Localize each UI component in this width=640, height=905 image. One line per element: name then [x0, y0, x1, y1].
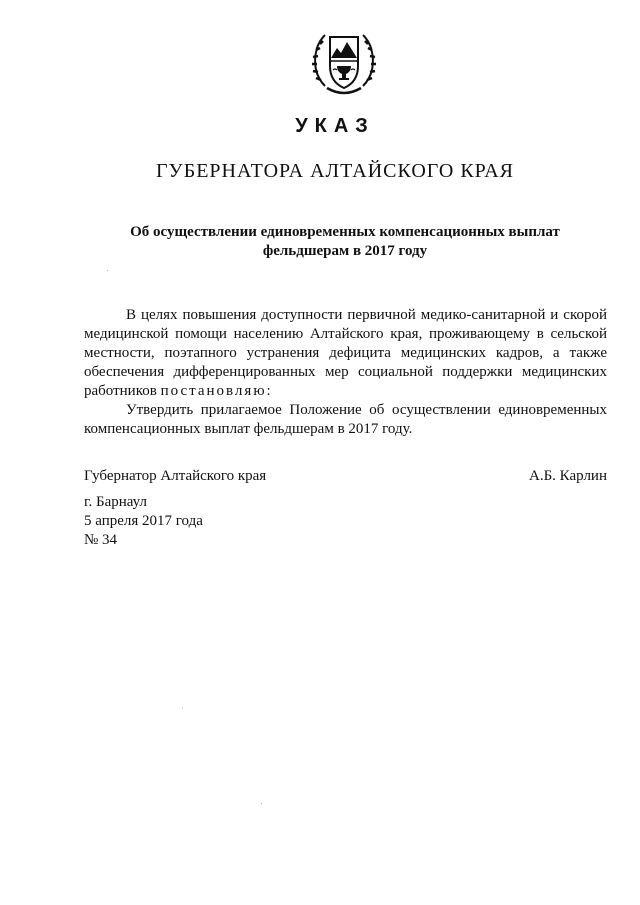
scan-speck	[107, 270, 108, 271]
signature-block	[84, 467, 607, 486]
issuer-title: ГУБЕРНАТОРА АЛТАЙСКОГО КРАЯ	[155, 160, 514, 182]
decree-subject	[90, 223, 600, 261]
body-paragraph-1	[84, 306, 607, 401]
body-paragraph-1-lead: В целях повышения доступности первичной медико-санитарной и скорой медицинской помощи населению Алтайского края, проживающему в сельской местности, поэтапного устранения дефицита медицинских кадров, а также обеспечения дифференцированных мер социальной поддержки медицинских работников	[84, 307, 607, 399]
city: г. Барнаул	[84, 494, 147, 510]
scan-speck	[261, 803, 262, 804]
body-paragraph-2: Утвердить прилагаемое Положение об осуществлении единовременных компенсационных выплат фельдшерам в 2017 году.	[84, 402, 607, 437]
scan-speck	[182, 707, 183, 708]
subject-line-1: Об осуществлении единовременных компенсационных выплат	[130, 224, 560, 240]
place-date-number	[84, 493, 203, 550]
decree-number: № 34	[84, 532, 118, 548]
signatory-position: Губернатор Алтайского края	[84, 468, 267, 484]
decree-body	[84, 306, 607, 439]
altai-krai-coat-of-arms-icon	[311, 28, 377, 98]
signatory-name: А.Б. Карлин	[528, 468, 607, 484]
decree-date: 5 апреля 2017 года	[84, 513, 203, 529]
resolve-word: постановляю	[160, 383, 267, 399]
resolve-colon: :	[266, 383, 271, 399]
decree-label: УКАЗ	[295, 115, 375, 137]
subject-line-2: фельдшерам в 2017 году	[262, 243, 428, 259]
